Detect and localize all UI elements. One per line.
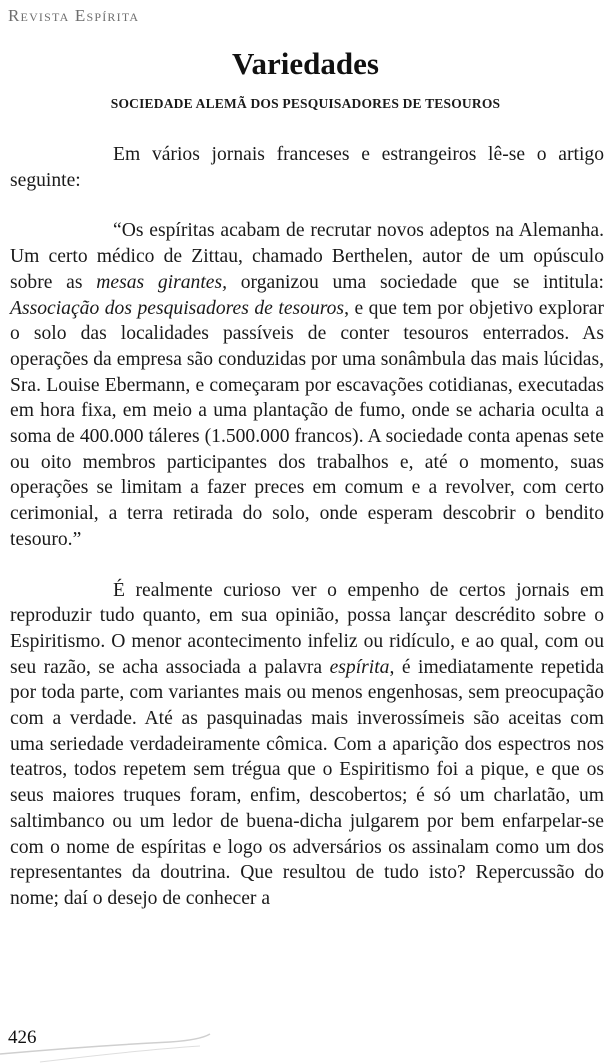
running-head: Revista Espírita xyxy=(8,6,140,25)
quoted-article-paragraph xyxy=(10,218,604,552)
quote-text-part-a: “Os espíritas acabam de recrutar novos adeptos na Alemanha. Um certo médico de Zittau, chamado Berthelen, autor de um opúsculo sobre as xyxy=(10,220,604,293)
italic-mesas-girantes: mesas girantes, xyxy=(96,271,228,293)
quote-text-part-b: organizou uma sociedade que se intitula: xyxy=(227,271,604,293)
commentary-paragraph xyxy=(10,578,604,912)
commentary-text-part-b: , é imediatamente repetida por toda parte, com variantes mais ou menos engenhosas, sem preocupação com a verdade. Até as pasquinadas mais inverossímeis são aceitas com uma seriedade verdadeiramente cômica. Com a aparição dos espectros nos teatros, todos repetem sem trégua que o Espiritismo foi a pique, e que os seus maiores truques foram, enfim, descobertos; é só um charlatão, um saltimbanco ou um ledor de buena-dicha julgarem por bem enfarpelar-se com o nome de espíritas e logo os adversários os assinalam como um dos representantes da doutrina. Que resultou de tudo isto? Repercussão do nome; daí o desejo de conhecer a xyxy=(10,656,604,909)
section-subtitle: SOCIEDADE ALEMÃ DOS PESQUISADORES DE TESOUROS xyxy=(110,96,501,111)
footer-swoosh-ornament xyxy=(0,1024,250,1064)
page-title: Variedades xyxy=(232,46,379,81)
intro-paragraph: Em vários jornais franceses e estrangeiros lê-se o artigo seguinte: xyxy=(10,144,604,191)
commentary-text-part-a: É realmente curioso ver o empenho de certos jornais em reproduzir tudo quanto, em sua opinião, possa lançar descrédito sobre o Espiritismo. O menor acontecimento infeliz ou ridículo, e ao qual, com ou seu razão, se acha associada a palavra xyxy=(10,579,604,678)
italic-association-name: Associação dos pesquisadores de tesouros xyxy=(10,297,345,319)
article-body xyxy=(10,142,604,912)
page-number: 426 xyxy=(8,1027,37,1048)
quote-text-part-c: , e que tem por objetivo explorar o solo das localidades passíveis de conter tesouros enterrados. As operações da empresa são conduzidas por uma sonâmbula das mais lúcidas, Sra. Louise Ebermann, e começaram por escavações cotidianas, executadas em hora fixa, em meio a uma plantação de fumo, onde se acharia oculta a soma de 400.000 táleres (1.500.000 francos). A sociedade conta apenas sete ou oito membros participantes dos trabalhos e, até o momento, suas operações se limitam a fazer preces em comum e a revolver, com certo cerimonial, a terra retirada do solo, onde esperam descobrir o bendito tesouro.” xyxy=(10,297,604,550)
italic-espirita: espírita xyxy=(329,656,390,678)
